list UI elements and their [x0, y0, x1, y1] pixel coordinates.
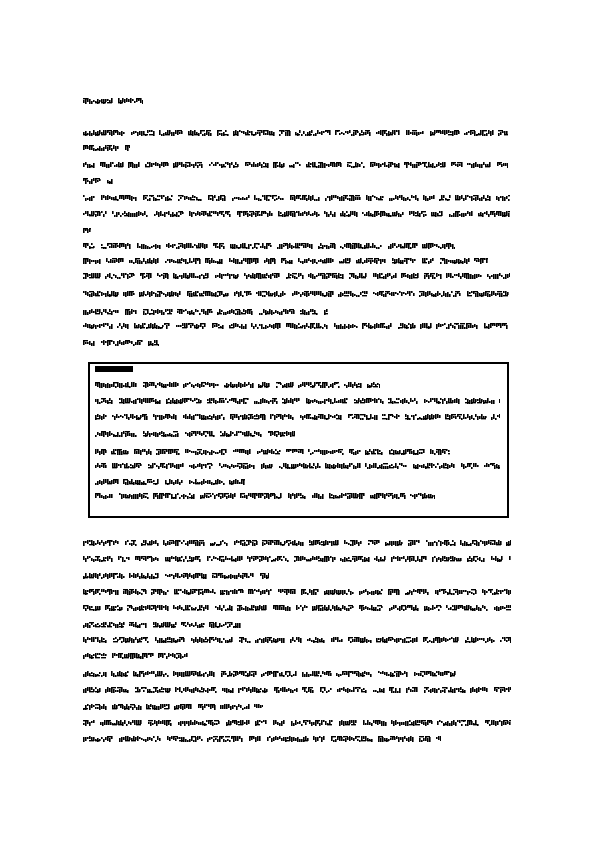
illegible-text-glyphs [83, 272, 510, 280]
illegible-text-glyphs [83, 339, 159, 347]
illegible-text-glyphs [83, 177, 113, 185]
illegible-text-glyphs [95, 448, 450, 456]
illegible-text-glyphs [83, 604, 511, 612]
illegible-text-glyphs [83, 210, 510, 218]
illegible-text-glyphs [95, 478, 245, 486]
illegible-text-glyphs [83, 129, 508, 137]
paragraph-line [83, 210, 510, 218]
illegible-text-glyphs [83, 621, 241, 629]
paragraph-line [83, 290, 510, 298]
note-line [95, 448, 450, 456]
illegible-text-glyphs [83, 588, 511, 596]
paragraph-line [83, 177, 113, 185]
paragraph-line [83, 735, 441, 743]
illegible-text-glyphs [83, 652, 191, 660]
note-box [88, 362, 509, 518]
paragraph-line [83, 621, 241, 629]
illegible-text-glyphs [83, 719, 511, 727]
note-line [95, 381, 380, 389]
illegible-text-glyphs [95, 381, 380, 389]
illegible-text-glyphs [83, 290, 510, 298]
note-line [95, 462, 500, 470]
illegible-text-glyphs [95, 492, 435, 500]
illegible-text-glyphs [83, 242, 455, 250]
illegible-text-glyphs [83, 322, 511, 330]
paragraph-line [83, 272, 510, 280]
illegible-text-glyphs [83, 555, 511, 563]
paragraph-line [83, 572, 269, 580]
note-line [95, 478, 245, 486]
illegible-text-glyphs [83, 144, 130, 152]
paragraph-line [83, 161, 508, 169]
illegible-text-glyphs [83, 670, 461, 678]
paragraph-line [83, 636, 511, 644]
note-line [95, 430, 295, 438]
illegible-text-glyphs [83, 227, 91, 235]
illegible-text-glyphs [83, 572, 269, 580]
illegible-text-glyphs [95, 462, 500, 470]
illegible-text-glyphs [95, 430, 295, 438]
paragraph-line [83, 339, 159, 347]
paragraph-line [83, 686, 511, 694]
paragraph-line [83, 194, 510, 202]
paragraph-line [83, 144, 130, 152]
note-line [95, 397, 500, 405]
illegible-text-glyphs [83, 686, 511, 694]
paragraph-line [83, 555, 511, 563]
illegible-text-glyphs [83, 161, 508, 169]
illegible-text-glyphs [83, 194, 510, 202]
note-line [95, 492, 435, 500]
illegible-text-glyphs [95, 413, 500, 421]
note-line [95, 413, 500, 421]
paragraph-line [83, 588, 511, 596]
illegible-text-glyphs [83, 97, 143, 105]
illegible-text-glyphs [83, 636, 511, 644]
illegible-text-glyphs [95, 397, 500, 405]
paragraph-line [83, 652, 191, 660]
illegible-text-glyphs [83, 539, 511, 547]
paragraph-line [83, 242, 455, 250]
note-box-label [95, 366, 133, 372]
document-heading [83, 97, 143, 105]
paragraph-line [83, 719, 511, 727]
paragraph-line [83, 322, 511, 330]
illegible-text-glyphs [83, 703, 263, 711]
paragraph-line [83, 539, 511, 547]
paragraph-line [83, 604, 511, 612]
paragraph-line [83, 227, 91, 235]
illegible-text-glyphs [83, 257, 488, 265]
paragraph-line [83, 670, 461, 678]
illegible-text-glyphs [83, 735, 441, 743]
illegible-text-glyphs [83, 308, 328, 316]
paragraph-line [83, 129, 508, 137]
paragraph-line [83, 703, 263, 711]
paragraph-line [83, 257, 488, 265]
paragraph-line [83, 308, 328, 316]
